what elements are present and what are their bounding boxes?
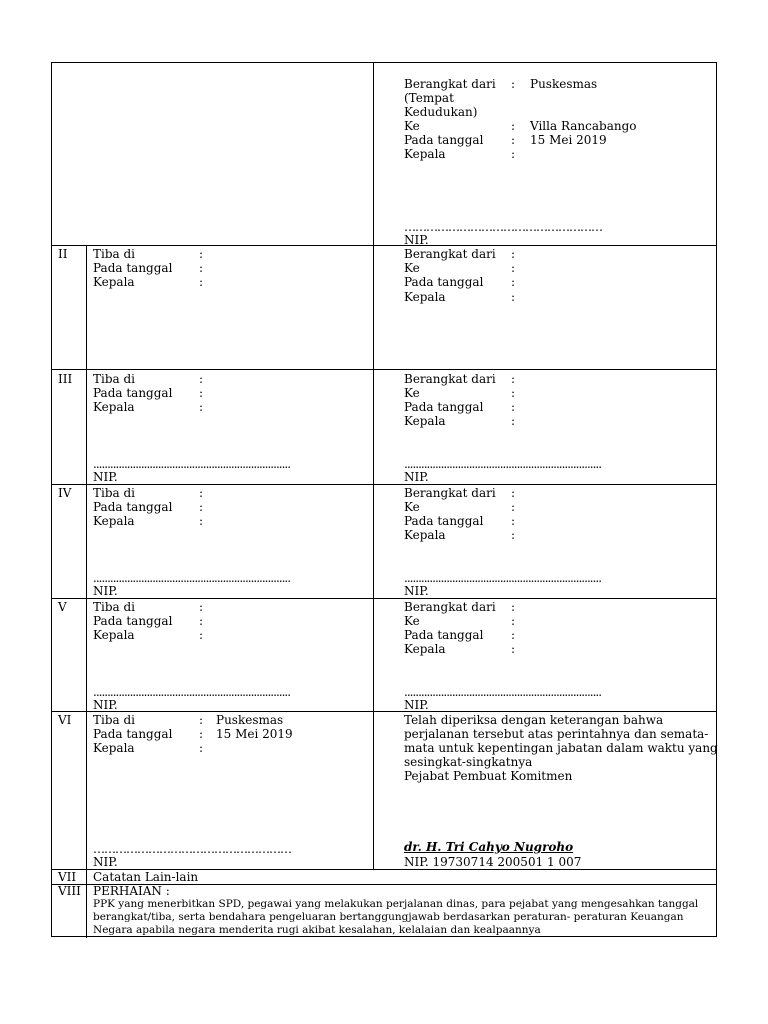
signer-name: dr. H. Tri Cahyo Nugroho (404, 840, 574, 854)
pada-tanggal-label: Pada tanggal (404, 133, 484, 147)
verification-statement: Telah diperiksa dengan keterangan bahwa (404, 713, 664, 727)
colon: : (511, 528, 516, 542)
colon: : (199, 372, 204, 386)
colon: : (511, 614, 516, 628)
colon: : (199, 486, 204, 500)
colon: : (511, 119, 516, 133)
pada-tanggal-value: 15 Mei 2019 (216, 727, 293, 741)
colon: : (199, 600, 204, 614)
perhatian-text: berangkat/tiba, serta bendahara pengeluaran bertanggungjawab berdasarkan peraturan- peraturan Keuangan (93, 911, 684, 923)
verification-statement: perjalanan tersebut atas perintahnya dan semata- (404, 727, 709, 741)
signature-dots: ...................................................................... (404, 571, 602, 585)
pada-tanggal-label: Pada tanggal (93, 614, 173, 628)
colon: : (511, 372, 516, 386)
colon: : (511, 386, 516, 400)
pada-tanggal-value: 15 Mei 2019 (530, 133, 607, 147)
nip-label: NIP. (404, 233, 429, 247)
kepala-label: Kepala (404, 147, 446, 161)
perhatian-text: PPK yang menerbitkan SPD, pegawai yang melakukan perjalanan dinas, para pejabat yang mengesahkan tanggal (93, 898, 699, 910)
row-number: II (58, 247, 68, 261)
catatan-title: Catatan Lain-lain (93, 870, 199, 884)
row-divider (52, 484, 716, 485)
berangkat-label: Berangkat dari (404, 247, 496, 261)
colon: : (511, 514, 516, 528)
signature-dots: ...................................................................... (93, 571, 291, 585)
nip-label: NIP. (93, 855, 118, 869)
pada-tanggal-label: Pada tanggal (404, 514, 484, 528)
colon: : (199, 514, 204, 528)
signature-dots: ...................................................................... (93, 685, 291, 699)
colon: : (511, 133, 516, 147)
tiba-label: Tiba di (93, 486, 136, 500)
colon: : (199, 741, 204, 755)
row-divider (52, 369, 716, 370)
pada-tanggal-label: Pada tanggal (93, 500, 173, 514)
colon: : (511, 500, 516, 514)
nip-label: NIP. (93, 698, 118, 712)
colon: : (511, 486, 516, 500)
colon: : (199, 386, 204, 400)
row-divider (52, 711, 716, 712)
perhatian-text: Negara apabila negara menderita rugi akibat kesalahan, kelalaian dan kealpaannya (93, 924, 541, 936)
number-column-divider (86, 245, 87, 938)
tempat-label: (Tempat (404, 91, 454, 105)
berangkat-label: Berangkat dari (404, 486, 496, 500)
verification-statement: sesingkat-singkatnya (404, 755, 533, 769)
row-number: VI (58, 713, 72, 727)
signature-dots: ……………………………………………… (93, 842, 291, 856)
row-number: VIII (58, 884, 81, 898)
berangkat-value: Puskesmas (530, 77, 598, 91)
colon: : (199, 614, 204, 628)
perhatian-title: PERHAIAN : (93, 884, 170, 898)
kepala-label: Kepala (93, 275, 135, 289)
row-divider (52, 598, 716, 599)
kepala-label: Kepala (404, 642, 446, 656)
pada-tanggal-label: Pada tanggal (404, 275, 484, 289)
kepala-label: Kepala (93, 514, 135, 528)
ke-label: Ke (404, 500, 420, 514)
tiba-label: Tiba di (93, 372, 136, 386)
berangkat-label: Berangkat dari (404, 372, 496, 386)
pada-tanggal-label: Pada tanggal (93, 386, 173, 400)
kepala-label: Kepala (93, 741, 135, 755)
tiba-label: Tiba di (93, 600, 136, 614)
nip-label: NIP. (93, 584, 118, 598)
nip-label: NIP. (93, 470, 118, 484)
tiba-value: Puskesmas (216, 713, 284, 727)
colon: : (511, 290, 516, 304)
kepala-label: Kepala (404, 414, 446, 428)
colon: : (511, 600, 516, 614)
ke-label: Ke (404, 261, 420, 275)
column-divider (373, 63, 374, 870)
nip-label: NIP. (404, 470, 429, 484)
colon: : (511, 147, 516, 161)
colon: : (199, 247, 204, 261)
pada-tanggal-label: Pada tanggal (93, 261, 173, 275)
colon: : (199, 713, 204, 727)
berangkat-label: Berangkat dari (404, 600, 496, 614)
ke-value: Villa Rancabango (530, 119, 637, 133)
colon: : (511, 247, 516, 261)
colon: : (511, 628, 516, 642)
signature-dots: ……………………………………………… (404, 220, 602, 234)
berangkat-label: Berangkat dari (404, 77, 496, 91)
colon: : (511, 414, 516, 428)
signature-dots: ...................................................................... (404, 457, 602, 471)
kepala-label: Kepala (93, 400, 135, 414)
row-number: VII (58, 870, 77, 884)
colon: : (511, 642, 516, 656)
pada-tanggal-label: Pada tanggal (404, 400, 484, 414)
ke-label: Ke (404, 614, 420, 628)
signature-dots: ...................................................................... (404, 685, 602, 699)
kepala-label: Kepala (404, 290, 446, 304)
row-number: III (58, 372, 73, 386)
kepala-label: Kepala (93, 628, 135, 642)
colon: : (199, 261, 204, 275)
signer-nip: NIP. 19730714 200501 1 007 (404, 855, 582, 869)
signature-dots: ...................................................................... (93, 457, 291, 471)
ke-label: Ke (404, 119, 420, 133)
colon: : (199, 275, 204, 289)
colon: : (511, 261, 516, 275)
row-number: V (58, 600, 67, 614)
verification-statement: mata untuk kepentingan jabatan dalam waktu yang (404, 741, 718, 755)
nip-label: NIP. (404, 698, 429, 712)
colon: : (199, 500, 204, 514)
tiba-label: Tiba di (93, 247, 136, 261)
colon: : (511, 77, 516, 91)
ke-label: Ke (404, 386, 420, 400)
kedudukan-label: Kedudukan) (404, 105, 478, 119)
row-number: IV (58, 486, 72, 500)
colon: : (199, 400, 204, 414)
colon: : (199, 628, 204, 642)
pada-tanggal-label: Pada tanggal (93, 727, 173, 741)
colon: : (199, 727, 204, 741)
kepala-label: Kepala (404, 528, 446, 542)
pada-tanggal-label: Pada tanggal (404, 628, 484, 642)
colon: : (511, 400, 516, 414)
row-divider (52, 245, 716, 246)
tiba-label: Tiba di (93, 713, 136, 727)
nip-label: NIP. (404, 584, 429, 598)
ppk-title: Pejabat Pembuat Komitmen (404, 769, 573, 783)
colon: : (511, 275, 516, 289)
